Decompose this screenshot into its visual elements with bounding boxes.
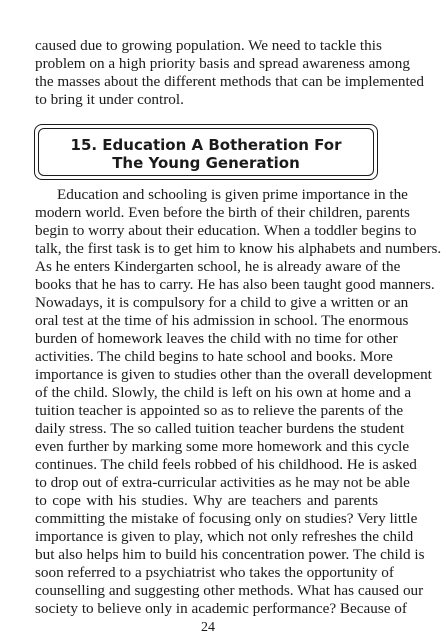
intro-line: to bring it under control. [35,91,184,108]
body-line: committing the mistake of focusing only on studies? Very little [35,510,418,527]
intro-line: problem on a high priority basis and spread awareness among [35,55,410,72]
body-line: daily stress. The so called tuition teacher burdens the student [35,420,405,437]
page-number: 24 [201,620,215,635]
body-line: but also helps him to build his concentration power. The child is [35,546,425,563]
body-line: modern world. Even before the birth of their children, parents [35,204,410,221]
body-line: activities. The child begins to hate school and books. More [35,348,393,365]
body-line: Education and schooling is given prime importance in the [57,186,408,203]
body-line: oral test at the time of his admission in school. The enormous [35,312,409,329]
body-line: begin to worry about their education. When a toddler begins to [35,222,417,239]
chapter-heading-box [34,124,378,180]
body-line: continues. The child feels robbed of his childhood. He is asked [35,456,417,473]
chapter-heading-inner-border [38,128,374,176]
body-line: of the child. Slowly, the child is left on his own at home and a [35,384,412,401]
body-line: importance is given to studies other than the overall development [35,366,432,383]
body-line: talk, the first task is to get him to know his alphabets and numbers. [35,240,441,257]
chapter-title-line-2: The Young Generation [112,154,300,172]
body-line: importance is given to play, which not only refreshes the child [35,528,414,545]
body-line: to drop out of extra-curricular activities as he may not be able [35,474,410,491]
intro-line: the masses about the different methods that can be implemented [35,73,424,90]
intro-line: caused due to growing population. We need to tackle this [35,37,382,54]
chapter-title-line-1: 15. Education A Botheration For [70,136,342,154]
body-line: tuition teacher is appointed so as to relieve the parents of the [35,402,404,419]
body-line: counselling and suggesting other methods. What has caused our [35,582,424,599]
body-line: Nowadays, it is compulsory for a child to give a written or an [35,294,409,311]
body-line: As he enters Kindergarten school, he is already aware of the [35,258,401,275]
body-line: society to believe only in academic performance? Because of [35,600,407,617]
body-line: to cope with his studies. Why are teachers and parents [35,492,378,509]
body-line: even further by marking some more homework and this cycle [35,438,410,455]
body-line: soon referred to a psychiatrist who takes the opportunity of [35,564,394,581]
body-line: books that he has to carry. He has also been taught good manners. [35,276,435,293]
body-line: burden of homework leaves the child with no time for other [35,330,398,347]
